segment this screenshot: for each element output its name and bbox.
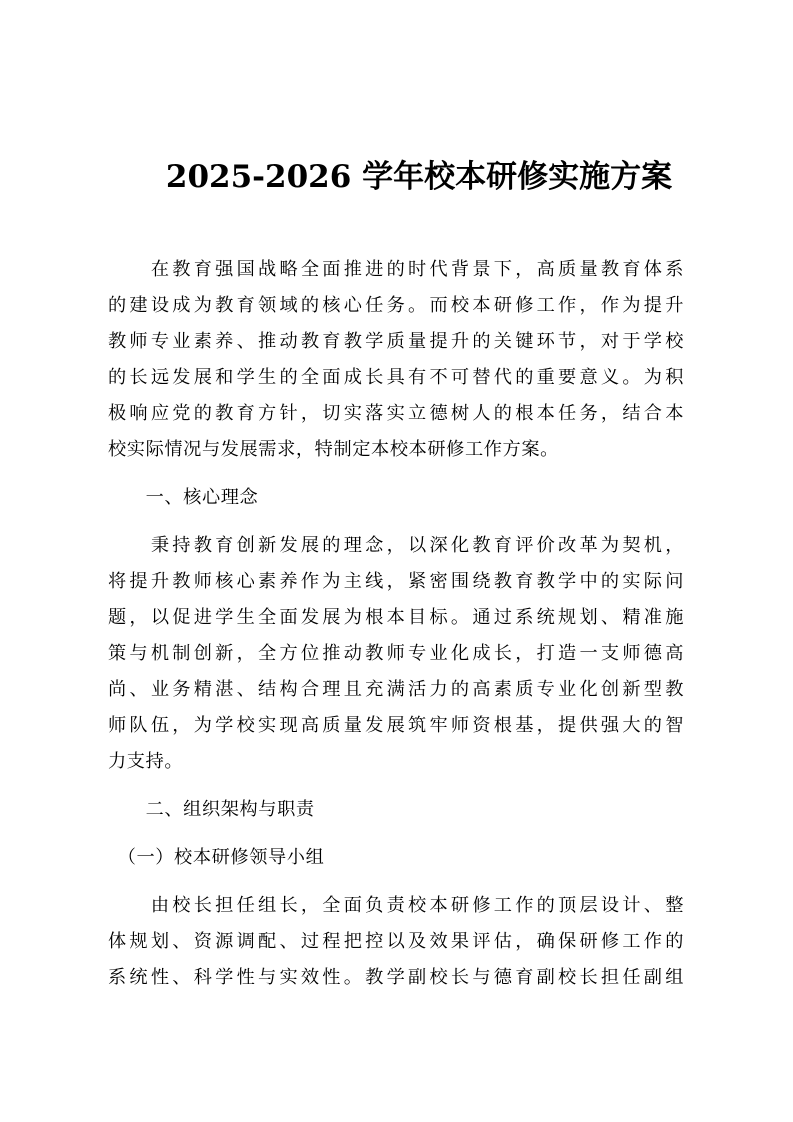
section1-line: 策与机制创新，全方位推动教师专业化成长，打造一支师德高: [108, 643, 684, 664]
section-heading-organization: 二、组织架构与职责: [108, 799, 315, 820]
section2-line: 体规划、资源调配、过程把控以及效果评估，确保研修工作的: [108, 931, 684, 952]
section1-line: 将提升教师核心素养作为主线，紧密围绕教育教学中的实际问: [108, 571, 684, 592]
intro-line: 极响应党的教育方针，切实落实立德树人的根本任务，结合本: [108, 403, 684, 424]
section1-line: 力支持。: [108, 751, 184, 772]
section1-line: 师队伍，为学校实现高质量发展筑牢师资根基，提供强大的智: [108, 715, 684, 736]
document-title: 2025-2026 学年校本研修实施方案: [165, 159, 673, 195]
section2-line: 由校长担任组长，全面负责校本研修工作的顶层设计、整: [108, 895, 684, 916]
intro-line: 在教育强国战略全面推进的时代背景下，高质量教育体系: [108, 259, 684, 280]
section2-line: 系统性、科学性与实效性。教学副校长与德育副校长担任副组: [108, 967, 684, 988]
intro-line: 教师专业素养、推动教育教学质量提升的关键环节，对于学校: [108, 331, 684, 352]
section1-line: 尚、业务精湛、结构合理且充满活力的高素质专业化创新型教: [108, 679, 684, 700]
section1-line: 秉持教育创新发展的理念，以深化教育评价改革为契机，: [108, 535, 684, 556]
subsection-heading-leadership-group: （一）校本研修领导小组: [108, 847, 325, 868]
section1-line: 题，以促进学生全面发展为根本目标。通过系统规划、精准施: [108, 607, 684, 628]
intro-line: 的长远发展和学生的全面成长具有不可替代的重要意义。为积: [108, 367, 684, 388]
section-heading-core-concept: 一、核心理念: [108, 487, 259, 508]
intro-line: 校实际情况与发展需求，特制定本校本研修工作方案。: [108, 439, 559, 460]
intro-line: 的建设成为教育领域的核心任务。而校本研修工作，作为提升: [108, 295, 684, 316]
